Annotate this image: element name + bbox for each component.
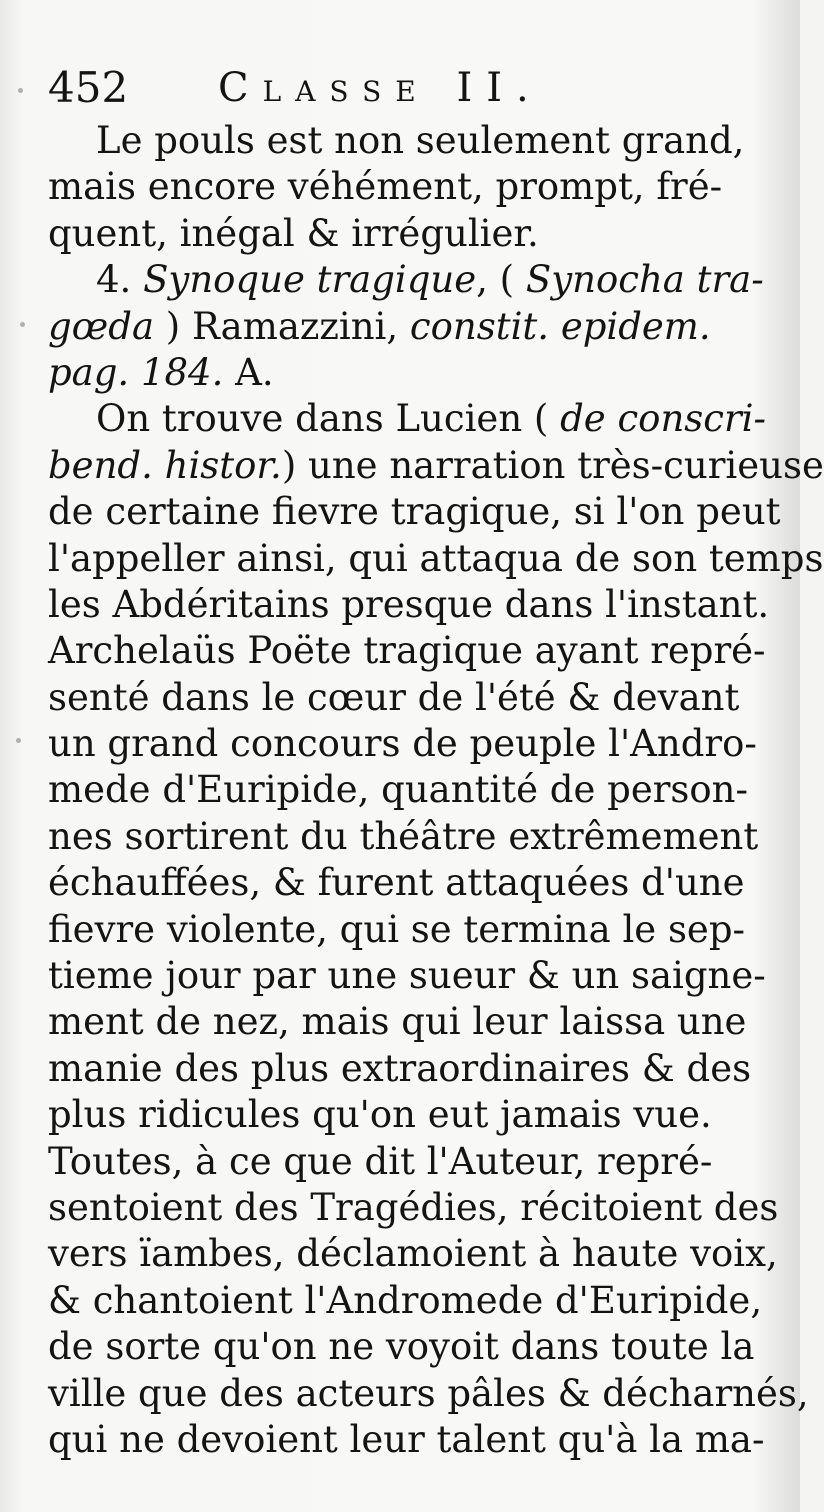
text-fragment: On trouve dans Lucien ( [96, 397, 561, 441]
text-line: quent, inégal & irrégulier. [48, 211, 539, 255]
text-line [48, 350, 746, 396]
text-line: Archelaüs Poëte tragique ayant repré- [48, 629, 766, 673]
text-line: ville que des acteurs pâles & décharnés, [48, 1371, 809, 1415]
text-line [48, 257, 764, 303]
italic-term: gœda [48, 304, 155, 348]
text-line: sentoient des Tragédies, récitoient des [48, 1185, 779, 1229]
text-line: fievre violente, qui se termina le sep- [48, 907, 746, 951]
italic-term: constit. epidem. [409, 304, 711, 348]
text-line: plus ridicules qu'on eut jamais vue. [48, 1093, 712, 1137]
page-number: 452 [48, 63, 129, 112]
running-head: Classe II. [218, 65, 543, 111]
text-line: Toutes, à ce que dit l'Auteur, repré- [48, 1139, 713, 1183]
text-line: l'appeller ainsi, qui attaqua de son temps [48, 536, 824, 580]
text-line: Le pouls est non seulement grand, [96, 119, 745, 162]
text-line: mede d'Euripide, quantité de person- [48, 768, 749, 812]
main-text [48, 118, 824, 1463]
text-line: ment de nez, mais qui leur laissa une [48, 1000, 747, 1044]
page-header [48, 58, 768, 118]
italic-reference: de conscri- [560, 397, 767, 441]
print-speck [20, 322, 25, 327]
text-line: nes sortirent du théâtre extrêmement [48, 814, 759, 858]
text-line [48, 304, 746, 350]
text-line: senté dans le cœur de l'été & devant [48, 675, 740, 719]
text-line: échauffées, & furent attaquées d'une [48, 861, 745, 905]
text-line: manie des plus extraordinaires & des [48, 1046, 752, 1090]
text-line: mais encore véhément, prompt, fré- [48, 165, 723, 209]
text-fragment: ) une narration très-curieuse [281, 443, 824, 487]
text-line: tieme jour par une sueur & un saigne- [48, 954, 766, 998]
italic-term: Synocha tra- [525, 258, 764, 302]
print-speck [16, 738, 21, 743]
text-line: un grand concours de peuple l'Andro- [48, 722, 757, 766]
text-line: qui ne devoient leur talent qu'à la ma- [48, 1417, 765, 1461]
text-fragment: A. [223, 350, 274, 394]
text-line [48, 443, 824, 489]
text-fragment: 4. [96, 258, 144, 302]
italic-reference: pag. 184. [48, 350, 224, 394]
text-line [48, 396, 767, 442]
text-line: vers ïambes, déclamoient à haute voix, [48, 1232, 778, 1276]
text-line: & chantoient l'Andromede d'Euripide, [48, 1278, 763, 1322]
text-fragment: ) Ramazzini, [165, 304, 410, 348]
italic-term: Synoque tragique [143, 258, 477, 302]
print-speck [18, 88, 23, 93]
text-fragment: , ( [476, 258, 526, 302]
text-line: de sorte qu'on ne voyoit dans toute la [48, 1325, 755, 1369]
text-line: les Abdéritains presque dans l'instant. [48, 582, 770, 626]
text-line: de certaine fievre tragique, si l'on peut [48, 490, 781, 534]
italic-reference: bend. histor. [48, 443, 282, 487]
